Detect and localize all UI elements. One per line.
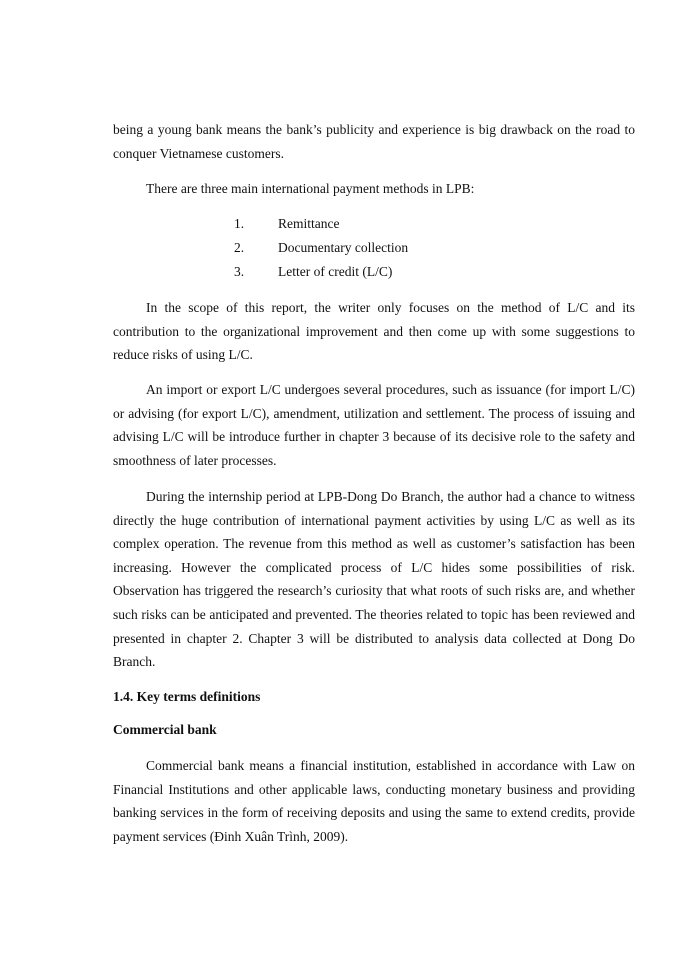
paragraph-procedures: An import or export L/C undergoes several procedures, such as issuance (for import L/C) or advising (for export L/C), amendment, utilization and settlement. The process of issuing and advising L/C will be introduce further in chapter 3 because of its decisive role to the safety and smoothness of later processes. — [113, 382, 635, 468]
subheading-commercial-bank: Commercial bank — [113, 722, 217, 737]
payment-methods-list — [234, 212, 534, 284]
paragraph-intro-continued: being a young bank means the bank’s publicity and experience is big drawback on the road to conquer Vietnamese customers. — [113, 122, 635, 161]
list-item-label: Documentary collection — [278, 240, 409, 255]
list-item-number: 2. — [234, 240, 245, 255]
list-item — [234, 212, 534, 236]
list-item-number: 1. — [234, 216, 245, 231]
list-item-number: 3. — [234, 264, 245, 279]
list-item — [234, 236, 534, 260]
list-item-label: Letter of credit (L/C) — [278, 264, 393, 279]
paragraph-methods-intro: There are three main international payment methods in LPB: — [146, 181, 475, 196]
paragraph-internship: During the internship period at LPB-Dong Do Branch, the author had a chance to witness directly the huge contribution of international payment activities by using L/C as well as its complex operation. The revenue from this method as well as customer’s satisfaction has been increasing. However the complicated process of L/C hides some possibilities of risk. Observation has triggered the research’s curiosity that what roots of such risks are, and whether such risks can be anticipated and prevented. The theories related to topic has been reviewed and presented in chapter 2. Chapter 3 will be distributed to analysis data collected at Dong Do Branch. — [113, 489, 635, 670]
list-item — [234, 260, 534, 284]
paragraph-scope: In the scope of this report, the writer only focuses on the method of L/C and its contribution to the organizational improvement and then come up with some suggestions to reduce risks of using L/C. — [113, 300, 635, 363]
list-item-label: Remittance — [278, 216, 340, 231]
paragraph-commercial-bank: Commercial bank means a financial institution, established in accordance with Law on Financial Institutions and other applicable laws, conducting monetary business and providing banking services in the form of receiving deposits and using the same to extend credits, provide payment services (Đinh Xuân Trình, 2009). — [113, 758, 635, 844]
section-heading: 1.4. Key terms definitions — [113, 689, 261, 704]
